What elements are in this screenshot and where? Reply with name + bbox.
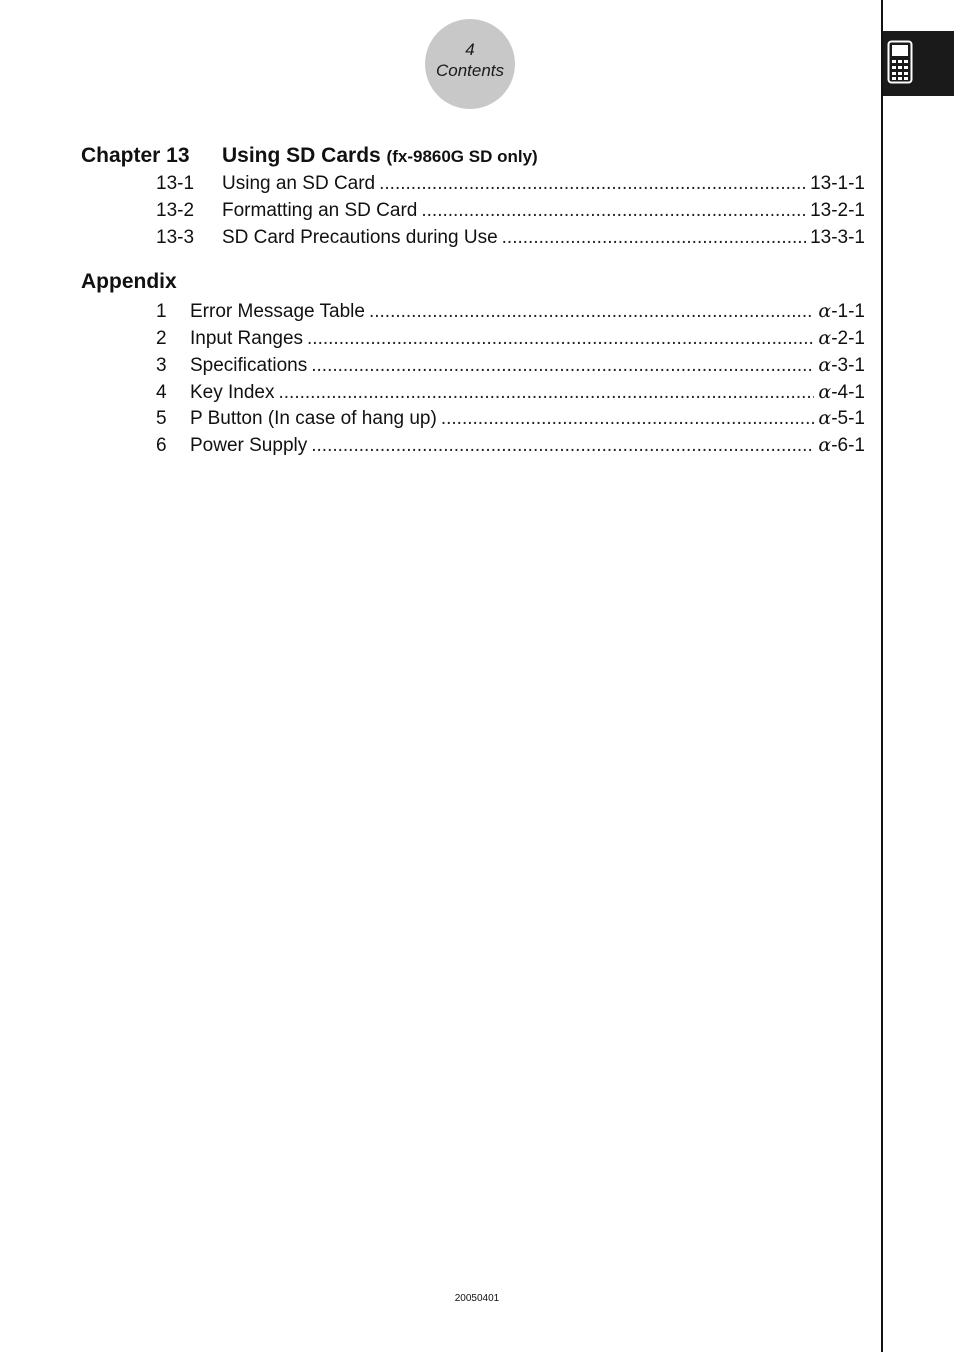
chapter-heading — [81, 144, 538, 168]
toc-entry[interactable] — [156, 379, 865, 405]
appendix-heading: Appendix — [81, 270, 177, 293]
alpha-prefix: α — [818, 327, 832, 349]
toc-entry-number: 5 — [156, 408, 167, 429]
dot-leader — [311, 353, 814, 379]
toc-entry-page: α-6-1 — [818, 434, 865, 456]
toc-entry[interactable] — [156, 405, 865, 431]
chapter-title: Using SD Cards — [222, 144, 381, 167]
toc-entry-page: 13-2-1 — [810, 200, 865, 221]
toc-entry-number: 13-2 — [156, 200, 195, 221]
footer-code: 20050401 — [454, 1293, 500, 1304]
toc-entry-title: Input Ranges — [190, 328, 304, 349]
toc-entry-number: 13-3 — [156, 227, 195, 248]
alpha-prefix: α — [818, 300, 832, 322]
dot-leader — [307, 326, 814, 352]
dot-leader — [502, 225, 806, 251]
toc-entry[interactable] — [156, 171, 865, 197]
chapter-number: Chapter 13 — [81, 144, 190, 167]
toc-entry[interactable] — [156, 225, 865, 251]
toc-entry-number: 6 — [156, 435, 167, 456]
toc-entry-number: 13-1 — [156, 173, 195, 194]
dot-leader — [369, 299, 814, 325]
toc-entry[interactable] — [156, 352, 865, 378]
page-badge — [425, 19, 515, 109]
dot-leader — [421, 198, 806, 224]
toc-entry-number: 1 — [156, 301, 167, 322]
alpha-prefix: α — [818, 407, 832, 429]
toc-entry-title: Specifications — [190, 355, 308, 376]
calculator-icon — [887, 40, 913, 84]
page-number: 4 — [465, 40, 475, 59]
chapter-subtitle: (fx-9860G SD only) — [386, 147, 538, 166]
toc-entry[interactable] — [156, 298, 865, 324]
dot-leader — [441, 406, 815, 432]
alpha-prefix: α — [818, 434, 832, 456]
toc-entry[interactable] — [156, 198, 865, 224]
toc-entry-page: 13-1-1 — [810, 173, 865, 194]
toc-entry-page: α-4-1 — [818, 381, 865, 403]
toc-entry-number: 3 — [156, 355, 167, 376]
alpha-prefix: α — [818, 381, 832, 403]
toc-entry-page: 13-3-1 — [810, 227, 865, 248]
toc-entry[interactable] — [156, 432, 865, 458]
page-edge-rule — [881, 0, 883, 1352]
toc-entry[interactable] — [156, 325, 865, 351]
toc-entry-title: SD Card Precautions during Use — [222, 227, 498, 248]
dot-leader — [279, 380, 815, 406]
toc-entry-page: α-2-1 — [818, 327, 865, 349]
toc-entry-title: Using an SD Card — [222, 173, 376, 194]
toc-entry-number: 2 — [156, 328, 167, 349]
toc-entry-title: Key Index — [190, 382, 275, 403]
toc-entry-page: α-3-1 — [818, 354, 865, 376]
toc-entry-title: Power Supply — [190, 435, 308, 456]
toc-entry-title: Error Message Table — [190, 301, 365, 322]
toc-entry-title: Formatting an SD Card — [222, 200, 418, 221]
alpha-prefix: α — [818, 354, 832, 376]
toc-entry-title: P Button (In case of hang up) — [190, 408, 437, 429]
section-label: Contents — [435, 61, 505, 80]
toc-entry-page: α-1-1 — [818, 300, 865, 322]
dot-leader — [311, 433, 814, 459]
toc-entry-number: 4 — [156, 382, 167, 403]
dot-leader — [379, 171, 806, 197]
toc-entry-page: α-5-1 — [818, 407, 865, 429]
